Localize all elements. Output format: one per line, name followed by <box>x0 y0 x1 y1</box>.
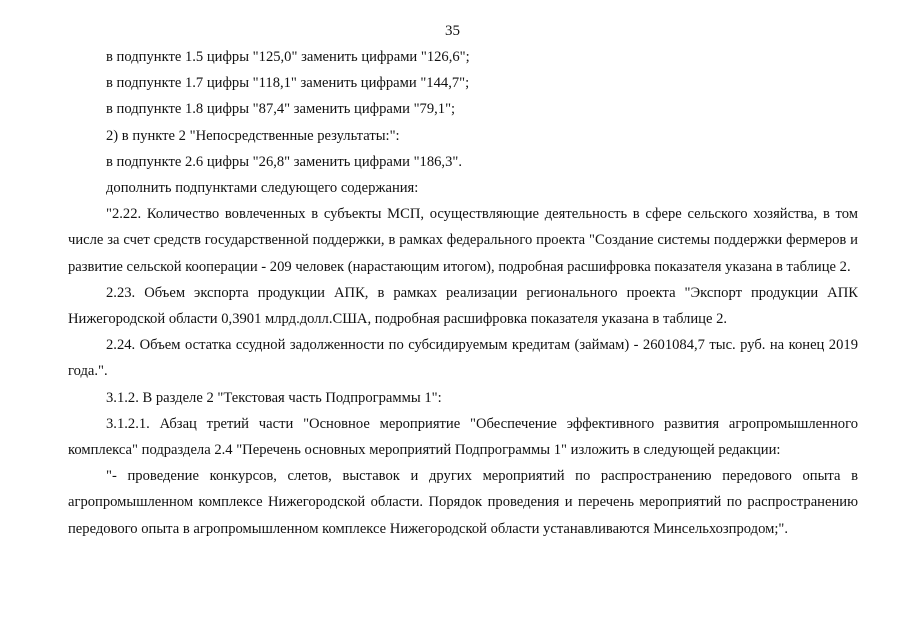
paragraph-2-22: "2.22. Количество вовлеченных в субъекты МСП, осуществляющие деятельность в сфере сельского хозяйства, в том числе за счет средств государственной поддержки, в рамках федерального проекта "Создание системы поддержки фермеров и развитие сельской кооперации - 209 человек (нарастающим итогом), подробная расшифровка показателя указана в таблице 2. <box>68 206 858 275</box>
paragraph-2-23: 2.23. Объем экспорта продукции АПК, в рамках реализации регионального проекта "Экспорт продукции АПК Нижегородской области 0,3901 млрд.долл.США, подробная расшифровка показателя указана в таблице 2. <box>68 284 858 328</box>
paragraph-point-2: 2) в пункте 2 "Непосредственные результаты:": <box>106 127 400 144</box>
paragraph-supplement: дополнить подпунктами следующего содержания: <box>106 180 419 197</box>
paragraph-subpoint-2-6: в подпункте 2.6 цифры "26,8" заменить цифрами "186,3". <box>106 153 462 170</box>
document-body <box>68 44 858 542</box>
paragraph-subpoint-1-5: в подпункте 1.5 цифры "125,0" заменить цифрами "126,6"; <box>106 49 470 65</box>
page-number: 35 <box>445 23 460 39</box>
paragraph-section-3-1-2: 3.1.2. В разделе 2 "Текстовая часть Подпрограммы 1": <box>106 389 442 406</box>
paragraph-2-24: 2.24. Объем остатка ссудной задолженности по субсидируемым кредитам (займам) - 2601084,7 тыс. руб. на конец 2019 года.". <box>68 337 858 380</box>
paragraph-section-3-1-2-1: 3.1.2.1. Абзац третий части "Основное мероприятие "Обеспечение эффективного развития агропромышленного комплекса" подраздела 2.4 "Перечень основных мероприятий Подпрограммы 1" изложить в следующей редакции: <box>68 415 858 459</box>
paragraph-subpoint-1-7: в подпункте 1.7 цифры "118,1" заменить цифрами "144,7"; <box>106 75 470 92</box>
paragraph-subpoint-1-8: в подпункте 1.8 цифры "87,4" заменить цифрами "79,1"; <box>106 101 456 118</box>
paragraph-new-wording: "- проведение конкурсов, слетов, выставок и других мероприятий по распространению передового опыта в агропромышленном комплексе Нижегородской области. Порядок проведения и перечень мероприятий по распространению передового опыта в агропромышленном комплексе Нижегородской области устанавливаются Минсельхозпродом;". <box>68 468 858 537</box>
